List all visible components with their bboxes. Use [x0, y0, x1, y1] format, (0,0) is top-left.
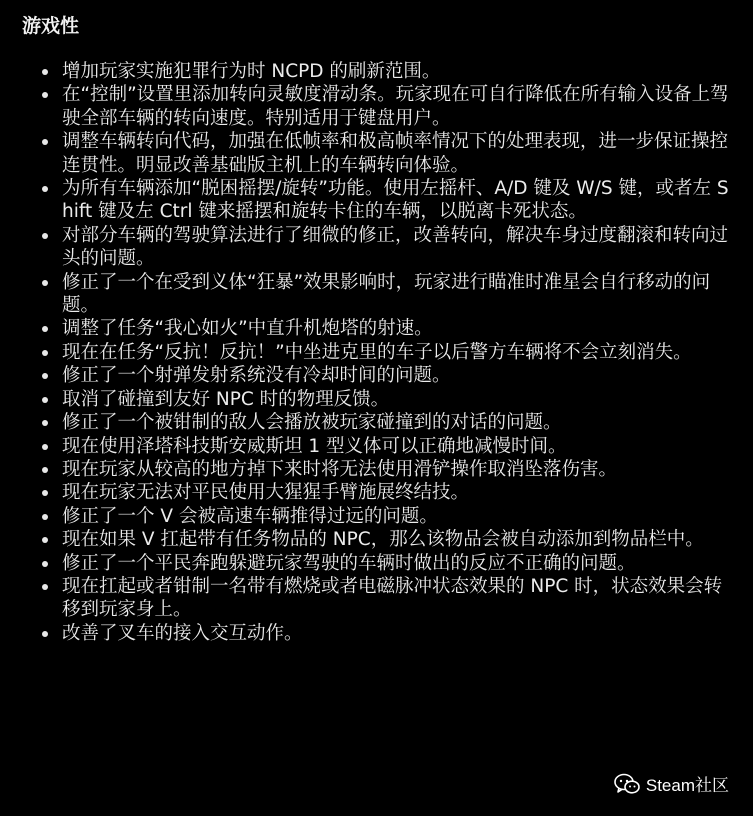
list-item-text: 增加玩家实施犯罪行为时 NCPD 的刷新范围。: [62, 61, 441, 82]
bullet-icon: [42, 233, 48, 239]
list-item: [40, 552, 740, 575]
list-item-text: 修正了一个平民奔跑躲避玩家驾驶的车辆时做出的反应不正确的问题。: [62, 552, 636, 574]
list-item-text: 现在使用泽塔科技斯安威斯坦 1 型义体可以正确地减慢时间。: [62, 435, 567, 457]
bullet-icon: [42, 561, 48, 567]
list-item-text: 修正了一个 V 会被高速车辆推得过远的问题。: [62, 505, 438, 527]
list-item-text: 取消了碰撞到友好 NPC 时的物理反馈。: [62, 388, 390, 410]
list-item: [40, 622, 740, 645]
list-item-text: 修正了一个射弹发射系统没有冷却时间的问题。: [62, 365, 451, 387]
list-item: [40, 528, 740, 551]
bullet-icon: [42, 186, 48, 192]
list-item: [40, 130, 740, 177]
list-item: [40, 83, 740, 130]
list-item: [40, 224, 740, 271]
list-item: [40, 364, 740, 387]
list-item-text: 现在玩家无法对平民使用大猩猩手臂施展终结技。: [62, 482, 470, 504]
bullet-icon: [42, 514, 48, 520]
list-item: [40, 575, 740, 622]
bullet-icon: [42, 69, 48, 75]
bullet-icon: [42, 420, 48, 426]
bullet-icon: [42, 373, 48, 379]
list-item-text: 为所有车辆添加“脱困摇摆/旋转”功能。使用左摇杆、A/D 键及 W/S 键，或者左 Shift 键及左 Ctrl 键来摇摆和旋转卡住的车辆，以脱离卡死状态。: [62, 178, 729, 223]
list-item-text: 现在在任务“反抗！反抗！”中坐进克里的车子以后警方车辆将不会立刻消失。: [62, 341, 692, 363]
bullet-icon: [42, 139, 48, 145]
watermark-label: Steam社区: [645, 776, 729, 795]
list-item-text: 现在如果 V 扛起带有任务物品的 NPC，那么该物品会被自动添加到物品栏中。: [62, 529, 704, 551]
bullet-icon: [42, 326, 48, 332]
list-item: [40, 411, 740, 434]
list-item-text: 改善了叉车的接入交互动作。: [62, 622, 303, 644]
patch-notes-list: [40, 60, 740, 645]
list-item: [40, 177, 740, 224]
bullet-icon: [42, 537, 48, 543]
list-item: [40, 505, 740, 528]
list-item: [40, 271, 740, 318]
list-item: [40, 435, 740, 458]
bullet-icon: [42, 397, 48, 403]
list-item-text: 修正了一个被钳制的敌人会播放被玩家碰撞到的对话的问题。: [62, 412, 562, 434]
bullet-icon: [42, 584, 48, 590]
wechat-icon: [614, 773, 640, 795]
bullet-icon: [42, 467, 48, 473]
list-item-text: 调整车辆转向代码，加强在低帧率和极高帧率情况下的处理表现，进一步保证操控连贯性。明显改善基础版主机上的车辆转向体验。: [62, 131, 729, 176]
bullet-icon: [42, 490, 48, 496]
list-item-text: 现在玩家从较高的地方掉下来时将无法使用滑铲操作取消坠落伤害。: [62, 458, 618, 480]
list-item: [40, 458, 740, 481]
list-item: [40, 60, 740, 83]
list-item-text: 修正了一个在受到义体“狂暴”效果影响时，玩家进行瞄准时准星会自行移动的问题。: [62, 271, 711, 317]
bullet-icon: [42, 631, 48, 637]
watermark: [614, 771, 729, 796]
list-item: [40, 341, 740, 364]
list-item-text: 现在扛起或者钳制一名带有燃烧或者电磁脉冲状态效果的 NPC 时，状态效果会转移到玩家身上。: [62, 575, 723, 621]
list-item-text: 在“控制”设置里添加转向灵敏度滑动条。玩家现在可自行降低在所有输入设备上驾驶全部车辆的转向速度。特别适用于键盘用户。: [62, 84, 729, 129]
list-item-text: 对部分车辆的驾驶算法进行了细微的修正，改善转向，解决车身过度翻滚和转向过头的问题。: [62, 224, 729, 270]
bullet-icon: [42, 350, 48, 356]
list-item-text: 调整了任务“我心如火”中直升机炮塔的射速。: [62, 318, 433, 340]
bullet-icon: [42, 280, 48, 286]
list-item: [40, 388, 740, 411]
list-item: [40, 481, 740, 504]
bullet-icon: [42, 92, 48, 98]
section-title: 游戏性: [22, 15, 80, 37]
bullet-icon: [42, 444, 48, 450]
list-item: [40, 317, 740, 340]
